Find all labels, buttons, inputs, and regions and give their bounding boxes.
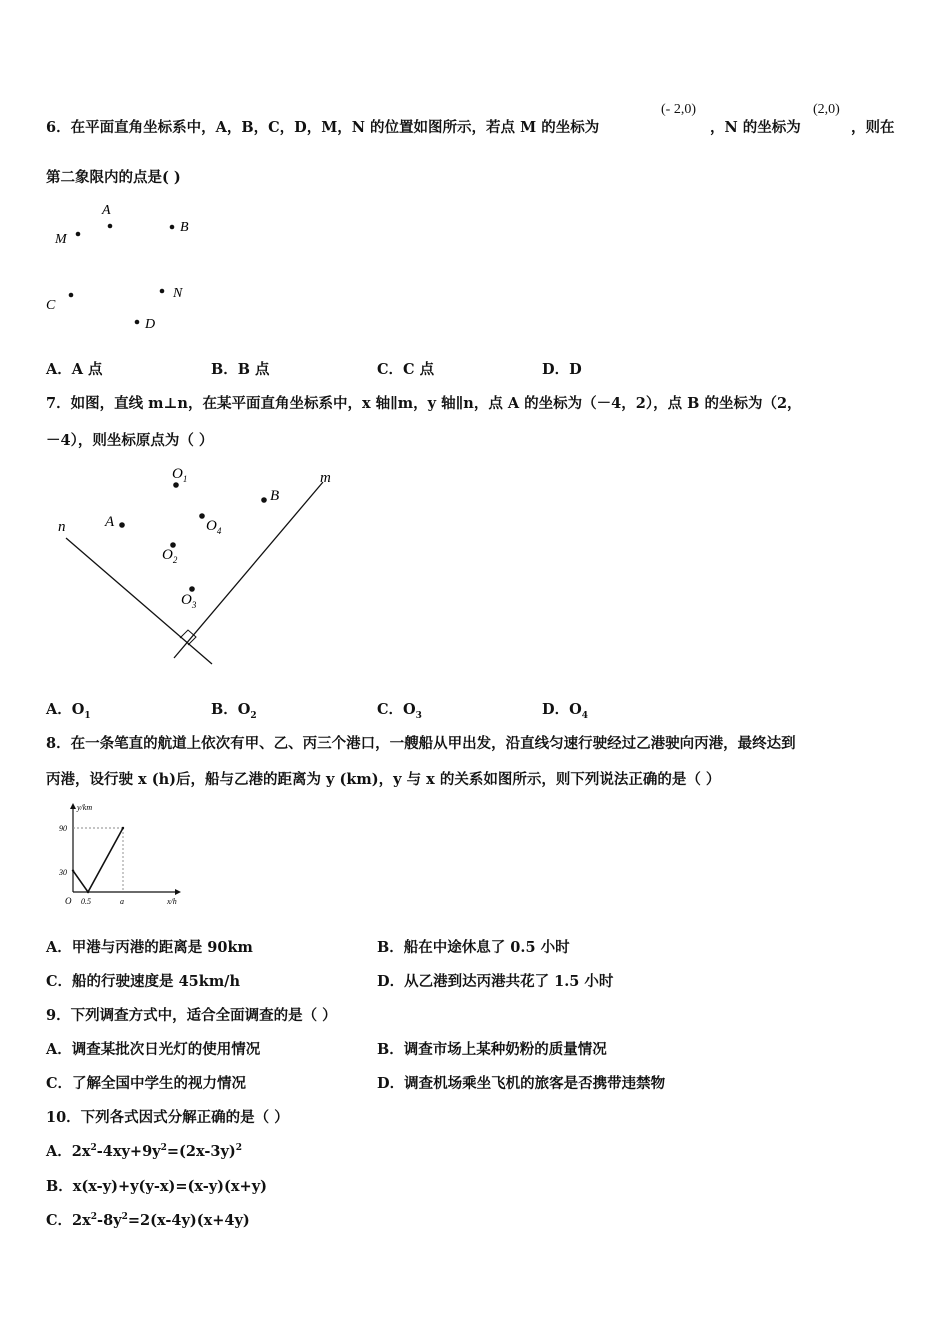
q10-c-part3: =2(x-4y)(x+4y) xyxy=(127,1212,250,1229)
q9-option-a[interactable]: A．调查某批次日光灯的使用情况 xyxy=(46,1041,261,1058)
q6-point-a xyxy=(108,224,113,229)
q10-c-part1: C．2x xyxy=(46,1212,91,1229)
q7-option-a[interactable] xyxy=(46,698,91,721)
q7-point-o3 xyxy=(189,586,195,592)
q6-option-b[interactable]: B．B 点 xyxy=(211,361,270,378)
q7-label-o3: $O_3$ xyxy=(181,592,197,610)
q8-x-arrow xyxy=(175,889,181,895)
q6-text-part1: 6．在平面直角坐标系中，A，B，C，D，M，N 的位置如图所示，若点 M 的坐标为 xyxy=(46,119,600,136)
q8-y-label: y/km xyxy=(77,803,93,812)
q7-stem-line1: 7．如图，直线 m⊥n，在某平面直角坐标系中，x 轴∥m，y 轴∥n，点 A 的坐标为（－4，2），点 B 的坐标为（2， xyxy=(46,395,802,412)
q8-option-d[interactable]: D．从乙港到达丙港共花了 1.5 小时 xyxy=(377,973,614,990)
q6-option-d[interactable]: D．D xyxy=(542,361,582,378)
q8-stem-line2: 丙港，设行驶 x (h)后，船与乙港的距离为 y (km)，y 与 x 的关系如图所示，则下列说法正确的是（ ） xyxy=(46,771,721,788)
q6-label-c: C xyxy=(46,298,56,313)
q8-origin-label: O xyxy=(65,896,72,906)
q7-option-a-sub: 1 xyxy=(84,710,91,721)
q7-option-c-sub: 3 xyxy=(415,710,422,721)
q6-label-d: D xyxy=(145,317,156,332)
q6-text-part2: ，N 的坐标为 xyxy=(710,119,801,136)
q6-n-coord: (2,0) xyxy=(813,102,840,117)
q7-stem-line2: －4），则坐标原点为（ ） xyxy=(46,432,214,449)
q6-figure xyxy=(40,198,220,338)
q10-option-b[interactable]: B．x(x-y)+y(y-x)=(x-y)(x+y) xyxy=(46,1178,267,1195)
q10-a-sup3: 2 xyxy=(235,1143,243,1154)
q7-figure xyxy=(40,460,360,670)
q9-option-d[interactable]: D．调查机场乘坐飞机的旅客是否携带违禁物 xyxy=(377,1075,666,1092)
q10-a-part3: =(2x-3y) xyxy=(166,1143,236,1160)
q7-label-m: m xyxy=(320,470,331,486)
q6-point-n xyxy=(160,289,165,294)
q10-c-sup2: 2 xyxy=(121,1212,128,1223)
q6-point-b xyxy=(170,225,175,230)
q10-option-a[interactable] xyxy=(46,1140,242,1161)
q7-label-o1: $O_1$ xyxy=(172,466,188,484)
q8-xtick-05: 0.5 xyxy=(81,897,91,906)
q7-point-b xyxy=(261,497,267,503)
q7-point-o1 xyxy=(173,482,179,488)
q8-data-point xyxy=(87,891,89,893)
q6-point-c xyxy=(69,293,74,298)
q10-a-part1: A．2x xyxy=(46,1143,91,1160)
q6-label-m: M xyxy=(55,232,67,247)
q8-option-a[interactable]: A．甲港与丙港的距离是 90km xyxy=(46,939,253,956)
q7-option-a-label: A．O xyxy=(46,701,85,718)
q7-point-o4 xyxy=(199,513,205,519)
q10-a-sup1: 2 xyxy=(90,1143,97,1154)
q6-text-part3: ，则在 xyxy=(851,119,895,136)
q7-label-n: n xyxy=(58,519,66,535)
q6-stem-line2: 第二象限内的点是( ) xyxy=(46,169,181,186)
q7-option-c[interactable] xyxy=(377,698,422,721)
q6-option-c[interactable]: C．C 点 xyxy=(377,361,435,378)
q9-option-c[interactable]: C．了解全国中学生的视力情况 xyxy=(46,1075,247,1092)
q8-option-b[interactable]: B．船在中途休息了 0.5 小时 xyxy=(377,939,570,956)
q8-series-line xyxy=(73,828,123,892)
q6-m-coord: (- 2,0) xyxy=(661,102,696,117)
q7-option-d-sub: 4 xyxy=(581,710,588,721)
q7-point-a xyxy=(119,522,125,528)
q6-label-a: A xyxy=(102,203,111,218)
q8-stem-line1: 8．在一条笔直的航道上依次有甲、乙、丙三个港口，一艘船从甲出发，沿直线匀速行驶经过乙港驶向丙港，最终达到 xyxy=(46,735,796,752)
q9-option-b[interactable]: B．调查市场上某种奶粉的质量情况 xyxy=(377,1041,607,1058)
q8-ytick-90: 90 xyxy=(59,824,67,833)
q7-option-b-label: B．O xyxy=(211,701,251,718)
q10-c-part2: -8y xyxy=(97,1212,122,1229)
q10-option-c[interactable] xyxy=(46,1209,250,1230)
q7-option-b-sub: 2 xyxy=(250,710,257,721)
q7-label-b: B xyxy=(270,488,280,504)
q9-stem: 9．下列调查方式中，适合全面调查的是（ ） xyxy=(46,1007,337,1024)
q6-label-b: B xyxy=(180,220,189,235)
q7-label-a: A xyxy=(105,514,115,530)
q8-chart xyxy=(55,800,185,912)
q7-label-o4: $O_4$ xyxy=(206,518,222,536)
q10-c-sup1: 2 xyxy=(90,1212,98,1223)
q7-option-d[interactable] xyxy=(542,698,588,721)
q8-ytick-30: 30 xyxy=(59,868,67,877)
q6-label-n: N xyxy=(173,286,183,301)
q10-a-sup2: 2 xyxy=(160,1143,167,1154)
q7-line-m xyxy=(174,482,323,658)
q8-y-arrow xyxy=(70,803,76,809)
q8-option-c[interactable]: C．船的行驶速度是 45km/h xyxy=(46,973,240,990)
q7-label-o2: $O_2$ xyxy=(162,547,178,565)
q8-x-label: x/h xyxy=(167,897,177,906)
q7-option-c-label: C．O xyxy=(377,701,416,718)
q8-data-point xyxy=(122,827,124,829)
q7-option-b[interactable] xyxy=(211,698,257,721)
q6-stem-line1 xyxy=(46,116,599,137)
q8-data-point xyxy=(72,869,74,871)
q8-xtick-a: a xyxy=(120,897,124,906)
q6-point-m xyxy=(76,232,81,237)
q10-stem: 10．下列各式因式分解正确的是（ ） xyxy=(46,1109,289,1126)
q10-a-part2: -4xy+9y xyxy=(96,1143,161,1160)
q7-option-d-label: D．O xyxy=(542,701,582,718)
q6-point-d xyxy=(135,320,140,325)
q6-option-a[interactable]: A．A 点 xyxy=(46,361,103,378)
